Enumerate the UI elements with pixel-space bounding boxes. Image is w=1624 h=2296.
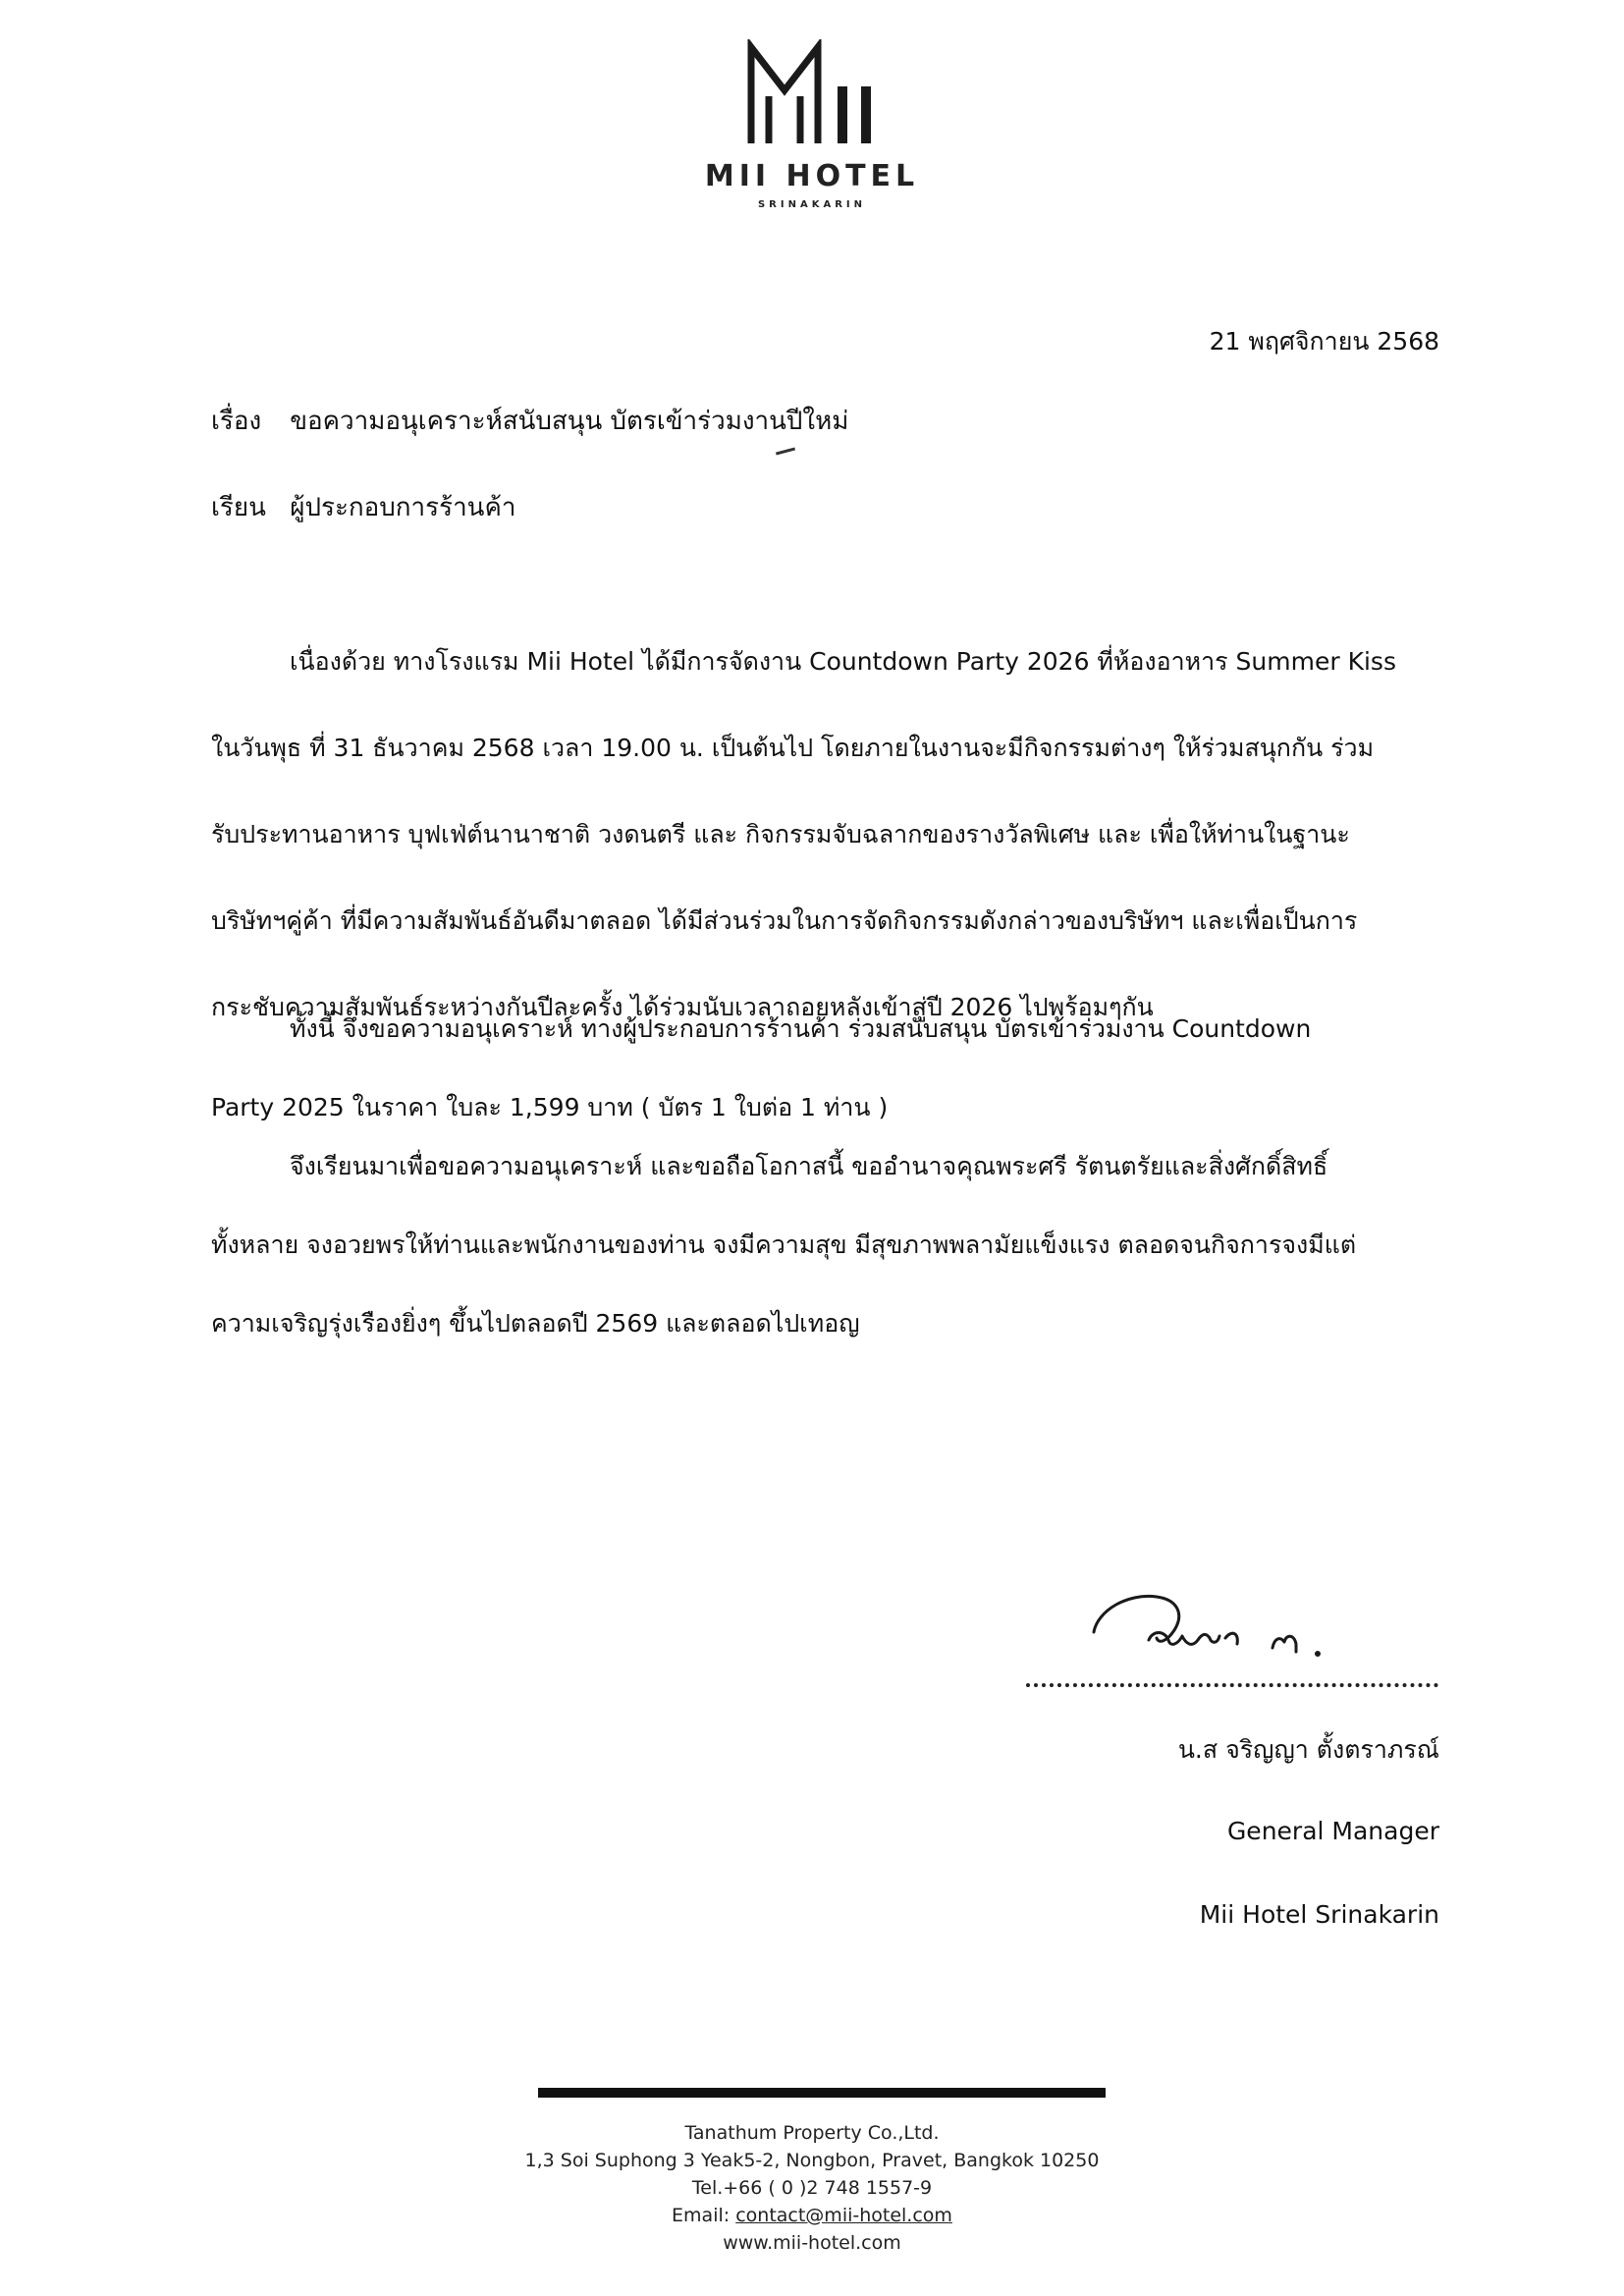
- hotel-logo: [0, 39, 1624, 210]
- subject-label: เรื่อง: [211, 407, 262, 436]
- paragraph-line: ทั้งหลาย จงอวยพรให้ท่านและพนักงานของท่าน จงมีความสุข มีสุขภาพพลามัยแข็งแรง ตลอดจนกิจการจงมีแต่: [211, 1230, 1357, 1259]
- footer-phone: Tel.+66 ( 0 )2 748 1557-9: [691, 2177, 933, 2199]
- recipient-line: [211, 487, 515, 527]
- mii-logo-mark-icon: [743, 39, 881, 147]
- letter-date: 21 พฤศจิกายน 2568: [1209, 327, 1439, 355]
- signatory-title: General Manager: [1226, 1817, 1439, 1845]
- body-paragraph-3: [211, 1127, 1438, 1363]
- paragraph-line: เนื่องด้วย ทางโรงแรม Mii Hotel ได้มีการจัดงาน Countdown Party 2026 ที่ห้องอาหาร Summer Kiss: [290, 647, 1396, 676]
- hotel-location: SRINAKARIN: [757, 199, 866, 210]
- footer-company: Tanathum Property Co.,Ltd.: [684, 2122, 940, 2144]
- recipient-label: เรียน: [211, 493, 266, 522]
- paragraph-line: ความเจริญรุ่งเรืองยิ่งๆ ขึ้นไปตลอดปี 2569 และตลอดไปเทอญ: [211, 1309, 860, 1338]
- signatory-name: น.ส จริญญา ตั้งตราภรณ์: [1177, 1735, 1439, 1764]
- footer-address: 1,3 Soi Suphong 3 Yeak5-2, Nongbon, Pravet, Bangkok 10250: [524, 2150, 1100, 2171]
- paragraph-line: บริษัทฯคู่ค้า ที่มีความสัมพันธ์อันดีมาตลอด ได้มีส่วนร่วมในการจัดกิจกรรมดังกล่าวของบริษัทฯ และเพื่อเป็นการ: [211, 906, 1358, 935]
- footer-email-label: Email:: [672, 2205, 736, 2226]
- signature-line: [1026, 1683, 1438, 1687]
- paragraph-line: กระชับความสัมพันธ์ระหว่างกันปีละครั้ง ได้ร่วมนับเวลาถอยหลังเข้าสู่ปี 2026 ไปพร้อมๆกัน: [211, 993, 1154, 1021]
- subject-line: [211, 401, 848, 441]
- paragraph-line: รับประทานอาหาร บุฟเฟ่ต์นานาชาติ วงดนตรี และ กิจกรรมจับฉลากของรางวัลพิเศษ และ เพื่อให้ท่านในฐานะ: [211, 820, 1350, 848]
- pen-mark: [776, 447, 795, 455]
- signatory-company: Mii Hotel Srinakarin: [1199, 1900, 1439, 1929]
- footer-divider: [538, 2088, 1106, 2098]
- footer: [0, 2119, 1624, 2257]
- paragraph-line: ในวันพุธ ที่ 31 ธันวาคม 2568 เวลา 19.00 น. เป็นต้นไป โดยภายในงานจะมีกิจกรรมต่างๆ ให้ร่วมสนุกกัน ร่วม: [211, 734, 1375, 762]
- body-paragraph-2: [211, 990, 1438, 1147]
- paragraph-line: จึงเรียนมาเพื่อขอความอนุเคราะห์ และขอถือโอกาสนี้ ขออำนาจคุณพระศรี รัตนตรัยและสิ่งศักดิ์สิทธิ์: [290, 1152, 1328, 1180]
- subject-text: ขอความอนุเคราะห์สนับสนุน บัตรเข้าร่วมงานปีใหม่: [290, 407, 849, 436]
- footer-email-link[interactable]: contact@mii-hotel.com: [735, 2205, 952, 2226]
- recipient-text: ผู้ประกอบการร้านค้า: [290, 493, 516, 522]
- handwritten-signature: [1088, 1583, 1343, 1681]
- footer-email-line: [0, 2202, 1624, 2229]
- paragraph-line: Party 2025 ในราคา ใบละ 1,599 บาท ( บัตร 1 ใบต่อ 1 ท่าน ): [211, 1093, 889, 1121]
- footer-website-link[interactable]: www.mii-hotel.com: [723, 2232, 901, 2254]
- paragraph-line: ทั้งนี้ จึงขอความอนุเคราะห์ ทางผู้ประกอบการร้านค้า ร่วมสนับสนุน บัตรเข้าร่วมงาน Countdown: [290, 1014, 1312, 1043]
- body-paragraph-1: [211, 619, 1438, 1051]
- hotel-name: MII HOTEL: [704, 159, 920, 193]
